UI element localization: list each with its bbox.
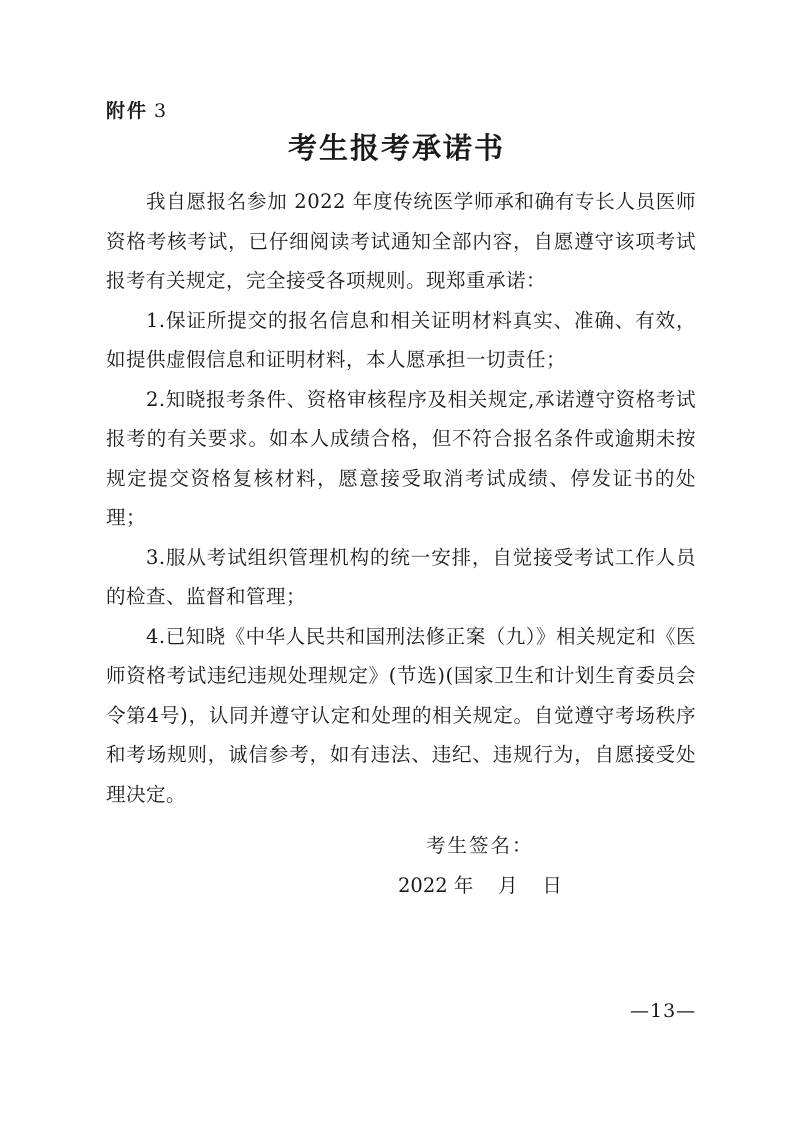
document-body	[106, 182, 696, 814]
signature-label: 考生签名：	[426, 834, 534, 857]
attachment-label-text: 附件	[106, 100, 149, 122]
attachment-label	[106, 96, 168, 123]
pledge-item-1: 1.保证所提交的报名信息和相关证明材料真实、准确、有效，如提供虚假信息和证明材料，本人愿承担一切责任；	[106, 308, 696, 371]
page-number: —13—	[630, 1000, 697, 1022]
signature-date: 2022 年 月 日	[398, 874, 562, 897]
attachment-number: 3	[154, 100, 169, 122]
pledge-item-4: 4.已知晓《中华人民共和国刑法修正案（九）》相关规定和《医师资格考试违纪违规处理规定》(节选)(国家卫生和计划生育委员会令第4号)，认同并遵守认定和处理的相关规定。自觉遵守考场秩序和考场规则，诚信参考，如有违法、违纪、违规行为，自愿接受处理决定。	[106, 624, 696, 806]
pledge-item-2: 2.知晓报考条件、资格审核程序及相关规定,承诺遵守资格考试报考的有关要求。如本人成绩合格，但不符合报名条件或逾期未按规定提交资格复核材料，愿意接受取消考试成绩、停发证书的处理；	[106, 387, 696, 529]
document-title: 考生报考承诺书	[287, 131, 505, 165]
intro-paragraph: 我自愿报名参加 2022 年度传统医学师承和确有专长人员医师资格考核考试，已仔细阅读考试通知全部内容，自愿遵守该项考试报考有关规定，完全接受各项规则。现郑重承诺：	[106, 190, 696, 292]
pledge-item-3: 3.服从考试组织管理机构的统一安排，自觉接受考试工作人员的检查、监督和管理；	[106, 545, 696, 608]
